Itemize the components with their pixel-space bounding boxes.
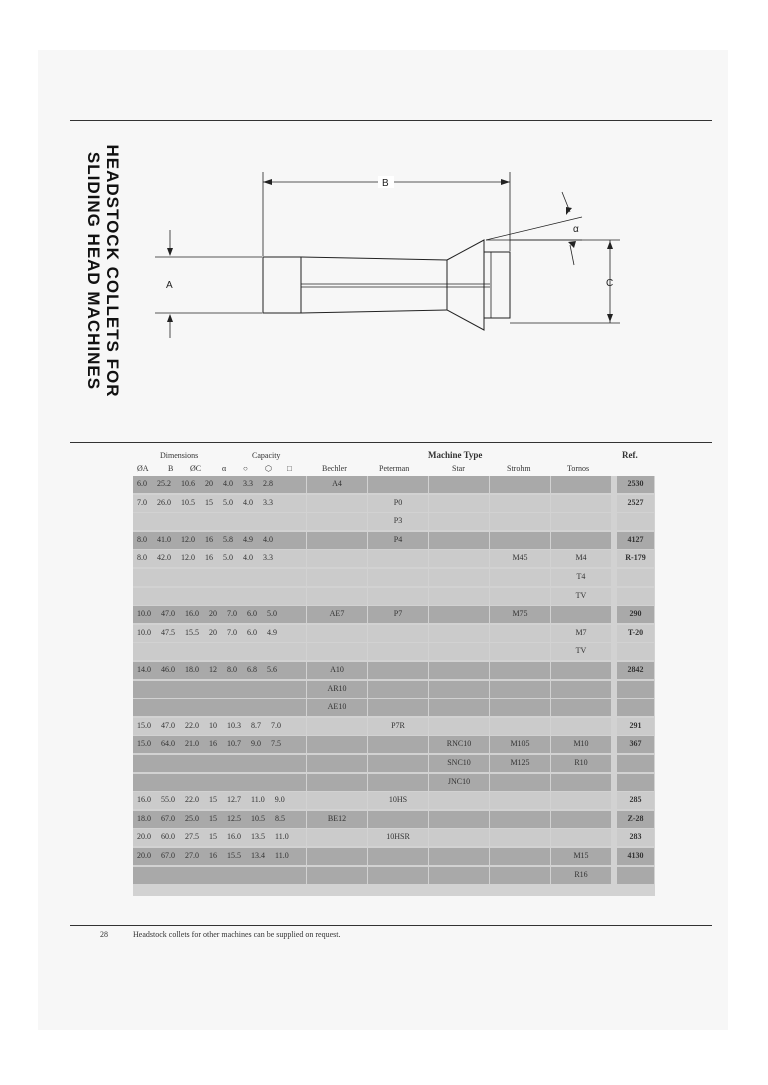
table-row	[133, 513, 655, 531]
tornos-cell	[551, 495, 611, 512]
ref-cell	[617, 681, 654, 698]
bechler-cell	[307, 532, 367, 549]
tornos-cell	[551, 681, 611, 698]
col-header-a: ØA	[137, 464, 149, 473]
tornos-cell	[551, 532, 611, 549]
star-cell	[429, 829, 489, 846]
ref-cell	[617, 643, 654, 660]
peterman-cell: 10HSR	[368, 829, 428, 846]
bechler-cell	[307, 774, 367, 791]
table-row	[133, 829, 655, 847]
footer-note: Headstock collets for other machines can be supplied on request.	[133, 930, 341, 939]
bechler-cell	[307, 848, 367, 865]
bechler-cell	[307, 550, 367, 567]
bechler-cell	[307, 495, 367, 512]
tornos-cell: R16	[551, 867, 611, 884]
table-row	[133, 699, 655, 717]
peterman-cell: P0	[368, 495, 428, 512]
strohm-cell	[490, 774, 550, 791]
peterman-cell	[368, 550, 428, 567]
dimensions-cell	[133, 774, 306, 791]
col-header-alpha: α	[222, 464, 227, 473]
bechler-cell	[307, 736, 367, 753]
bechler-cell	[307, 588, 367, 605]
strohm-cell	[490, 643, 550, 660]
ref-cell	[617, 588, 654, 605]
strohm-cell	[490, 718, 550, 735]
dimensions-cell: 7.0 26.0 10.5 15 5.0 4.0 3.3	[133, 495, 306, 512]
table-row	[133, 625, 655, 643]
col-header-tornos: Tornos	[567, 464, 590, 473]
col-header-hex: ⬡	[265, 464, 272, 473]
dimensions-cell	[133, 643, 306, 660]
peterman-cell	[368, 848, 428, 865]
mid-rule	[70, 442, 712, 443]
tornos-cell: T4	[551, 569, 611, 586]
bechler-cell	[307, 755, 367, 772]
ref-cell: 2527	[617, 495, 654, 512]
strohm-cell: M105	[490, 736, 550, 753]
ref-cell: Z-28	[617, 811, 654, 828]
bechler-cell	[307, 792, 367, 809]
tornos-cell	[551, 476, 611, 493]
dimensions-cell: 8.0 41.0 12.0 16 5.8 4.9 4.0	[133, 532, 306, 549]
table-row	[133, 606, 655, 624]
peterman-cell	[368, 699, 428, 716]
tornos-cell: R10	[551, 755, 611, 772]
title-line-1: HEADSTOCK COLLETS FOR	[103, 144, 122, 398]
star-cell	[429, 681, 489, 698]
tornos-cell	[551, 811, 611, 828]
ref-cell	[617, 569, 654, 586]
star-cell	[429, 699, 489, 716]
table-row	[133, 643, 655, 661]
bechler-cell: AR10	[307, 681, 367, 698]
strohm-cell	[490, 569, 550, 586]
group-capacity: Capacity	[252, 451, 281, 460]
table-row	[133, 792, 655, 810]
ref-cell: 2842	[617, 662, 654, 679]
star-cell: JNC10	[429, 774, 489, 791]
dimensions-cell: 20.0 67.0 27.0 16 15.5 13.4 11.0	[133, 848, 306, 865]
strohm-cell	[490, 867, 550, 884]
star-cell	[429, 532, 489, 549]
tornos-cell	[551, 774, 611, 791]
side-title	[70, 126, 122, 416]
peterman-cell: 10HS	[368, 792, 428, 809]
star-cell	[429, 867, 489, 884]
table-row	[133, 681, 655, 699]
tornos-cell	[551, 792, 611, 809]
tornos-cell: TV	[551, 588, 611, 605]
group-machine-type: Machine Type	[428, 450, 483, 460]
bechler-cell: A10	[307, 662, 367, 679]
star-cell	[429, 495, 489, 512]
star-cell	[429, 718, 489, 735]
strohm-cell	[490, 829, 550, 846]
label-alpha: α	[573, 224, 579, 235]
star-cell	[429, 588, 489, 605]
star-cell: SNC10	[429, 755, 489, 772]
strohm-cell	[490, 848, 550, 865]
bottom-rule	[70, 925, 712, 926]
star-cell	[429, 569, 489, 586]
col-header-square: □	[287, 464, 292, 473]
peterman-cell	[368, 811, 428, 828]
bechler-cell: A4	[307, 476, 367, 493]
table-row	[133, 774, 655, 792]
peterman-cell	[368, 569, 428, 586]
dimensions-cell	[133, 755, 306, 772]
table-row	[133, 532, 655, 550]
tornos-cell	[551, 662, 611, 679]
ref-cell	[617, 699, 654, 716]
group-dimensions: Dimensions	[160, 451, 199, 460]
ref-cell: 285	[617, 792, 654, 809]
strohm-cell	[490, 513, 550, 530]
peterman-cell	[368, 476, 428, 493]
ref-cell: 291	[617, 718, 654, 735]
tornos-cell	[551, 718, 611, 735]
dimensions-cell: 16.0 55.0 22.0 15 12.7 11.0 9.0	[133, 792, 306, 809]
bechler-cell	[307, 829, 367, 846]
tornos-cell	[551, 606, 611, 623]
bechler-cell: AE7	[307, 606, 367, 623]
dimensions-cell	[133, 867, 306, 884]
table-row	[133, 476, 655, 494]
dimensions-cell: 6.0 25.2 10.6 20 4.0 3.3 2.8	[133, 476, 306, 493]
ref-cell: 283	[617, 829, 654, 846]
bechler-cell	[307, 718, 367, 735]
bechler-cell	[307, 513, 367, 530]
ref-cell	[617, 755, 654, 772]
dimensions-cell	[133, 513, 306, 530]
table-row	[133, 867, 655, 885]
peterman-cell	[368, 625, 428, 642]
col-header-strohm: Strohm	[507, 464, 531, 473]
title-line-2: SLIDING HEAD MACHINES	[84, 151, 103, 391]
peterman-cell	[368, 643, 428, 660]
star-cell	[429, 792, 489, 809]
collet-table	[133, 476, 655, 896]
strohm-cell	[490, 792, 550, 809]
table-row	[133, 569, 655, 587]
dimensions-cell	[133, 588, 306, 605]
peterman-cell: P7R	[368, 718, 428, 735]
label-c: C	[606, 278, 614, 289]
strohm-cell	[490, 662, 550, 679]
star-cell	[429, 662, 489, 679]
col-header-round: ○	[243, 464, 248, 473]
star-cell	[429, 625, 489, 642]
peterman-cell: P7	[368, 606, 428, 623]
tornos-cell: M4	[551, 550, 611, 567]
peterman-cell: P4	[368, 532, 428, 549]
bechler-cell	[307, 867, 367, 884]
col-header-peterman: Peterman	[379, 464, 410, 473]
strohm-cell: M125	[490, 755, 550, 772]
tornos-cell	[551, 829, 611, 846]
dimensions-cell: 15.0 64.0 21.0 16 10.7 9.0 7.5	[133, 736, 306, 753]
peterman-cell	[368, 867, 428, 884]
peterman-cell	[368, 736, 428, 753]
bechler-cell: BE12	[307, 811, 367, 828]
tornos-cell: M7	[551, 625, 611, 642]
strohm-cell	[490, 476, 550, 493]
star-cell: RNC10	[429, 736, 489, 753]
dimensions-cell	[133, 569, 306, 586]
table-row	[133, 718, 655, 736]
ref-cell: R-179	[617, 550, 654, 567]
label-b: B	[382, 178, 389, 189]
table-row	[133, 662, 655, 680]
dimensions-cell	[133, 699, 306, 716]
strohm-cell	[490, 495, 550, 512]
dimensions-cell: 18.0 67.0 25.0 15 12.5 10.5 8.5	[133, 811, 306, 828]
ref-cell: 4127	[617, 532, 654, 549]
peterman-cell	[368, 774, 428, 791]
collet-drawing	[150, 160, 630, 350]
peterman-cell	[368, 662, 428, 679]
strohm-cell	[490, 811, 550, 828]
top-rule	[70, 120, 712, 121]
page-number: 28	[100, 930, 108, 939]
table-row	[133, 588, 655, 606]
table-row	[133, 755, 655, 773]
peterman-cell	[368, 755, 428, 772]
dimensions-cell: 10.0 47.5 15.5 20 7.0 6.0 4.9	[133, 625, 306, 642]
peterman-cell	[368, 681, 428, 698]
star-cell	[429, 550, 489, 567]
star-cell	[429, 848, 489, 865]
col-header-b: B	[168, 464, 174, 473]
dimensions-cell: 15.0 47.0 22.0 10 10.3 8.7 7.0	[133, 718, 306, 735]
col-header-star: Star	[452, 464, 465, 473]
dimensions-cell: 20.0 60.0 27.5 15 16.0 13.5 11.0	[133, 829, 306, 846]
ref-cell: T-20	[617, 625, 654, 642]
ref-cell	[617, 774, 654, 791]
bechler-cell	[307, 625, 367, 642]
dimensions-cell: 14.0 46.0 18.0 12 8.0 6.8 5.6	[133, 662, 306, 679]
bechler-cell	[307, 643, 367, 660]
tornos-cell: M10	[551, 736, 611, 753]
col-header-bechler: Bechler	[322, 464, 347, 473]
tornos-cell: TV	[551, 643, 611, 660]
ref-cell: 290	[617, 606, 654, 623]
star-cell	[429, 476, 489, 493]
ref-header: Ref.	[622, 450, 638, 460]
ref-cell	[617, 867, 654, 884]
strohm-cell	[490, 588, 550, 605]
col-header-c: ØC	[190, 464, 202, 473]
dimensions-cell	[133, 681, 306, 698]
bechler-cell: AE10	[307, 699, 367, 716]
ref-cell: 367	[617, 736, 654, 753]
label-a: A	[166, 280, 173, 291]
ref-cell: 4130	[617, 848, 654, 865]
bechler-cell	[307, 569, 367, 586]
dimensions-cell: 8.0 42.0 12.0 16 5.0 4.0 3.3	[133, 550, 306, 567]
strohm-cell	[490, 699, 550, 716]
strohm-cell	[490, 681, 550, 698]
peterman-cell: P3	[368, 513, 428, 530]
strohm-cell	[490, 532, 550, 549]
tornos-cell	[551, 513, 611, 530]
tornos-cell	[551, 699, 611, 716]
star-cell	[429, 606, 489, 623]
star-cell	[429, 513, 489, 530]
tornos-cell: M15	[551, 848, 611, 865]
peterman-cell	[368, 588, 428, 605]
strohm-cell: M45	[490, 550, 550, 567]
star-cell	[429, 643, 489, 660]
ref-cell: 2530	[617, 476, 654, 493]
table-row	[133, 848, 655, 866]
ref-cell	[617, 513, 654, 530]
table-row	[133, 811, 655, 829]
table-row	[133, 736, 655, 754]
dimensions-cell: 10.0 47.0 16.0 20 7.0 6.0 5.0	[133, 606, 306, 623]
strohm-cell	[490, 625, 550, 642]
table-row	[133, 550, 655, 568]
table-row	[133, 495, 655, 513]
strohm-cell: M75	[490, 606, 550, 623]
star-cell	[429, 811, 489, 828]
